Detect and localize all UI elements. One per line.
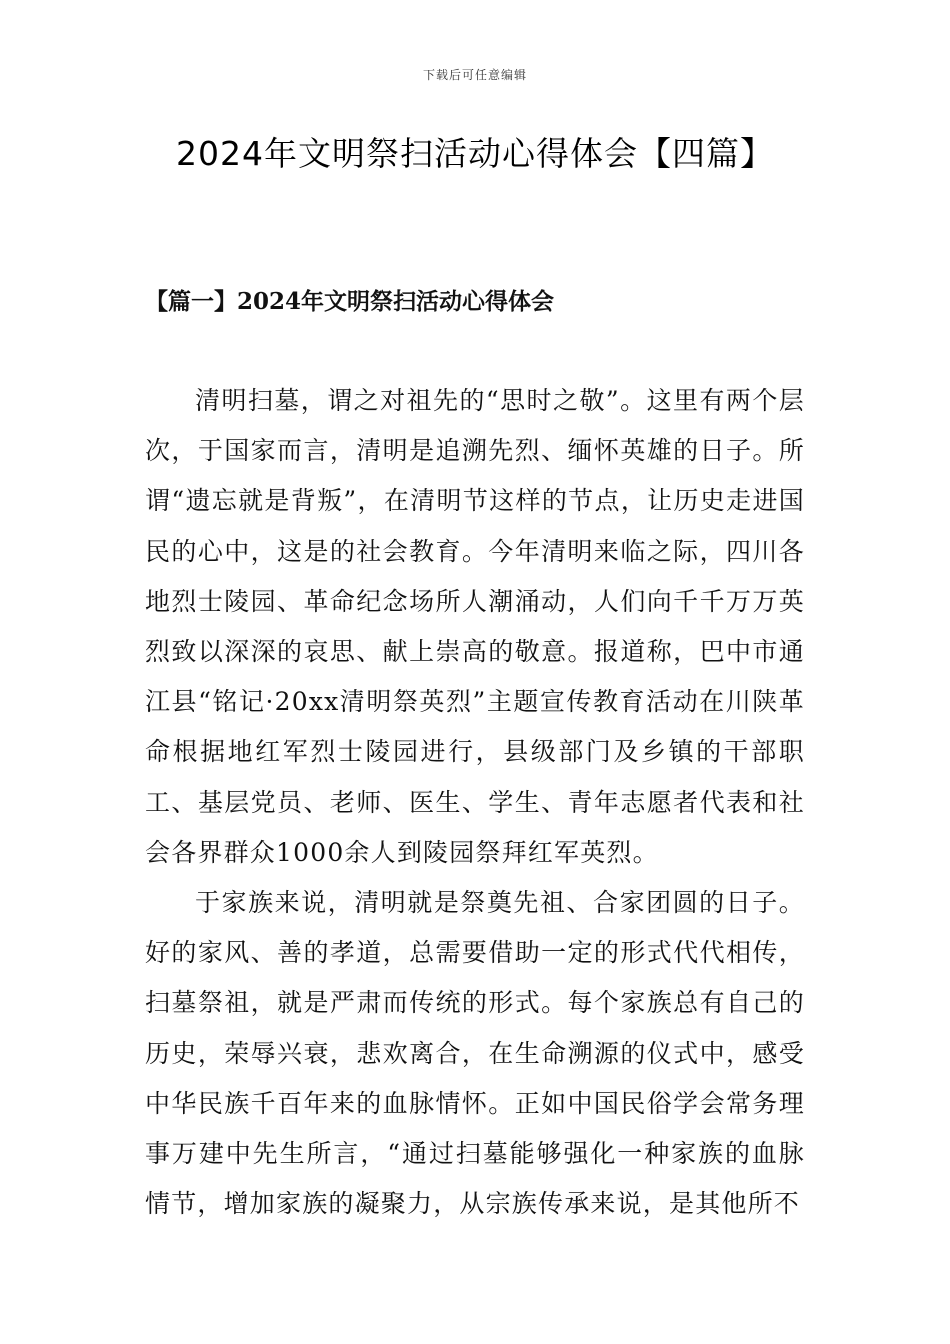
section-heading: 【篇一】2024年文明祭扫活动心得体会 [145,288,555,315]
body-text [145,376,805,1229]
header-note: 下载后可任意编辑 [422,68,527,82]
document-title: 2024年文明祭扫活动心得体会【四篇】 [176,134,774,173]
paragraph-2: 于家族来说，清明就是祭奠先祖、合家团圆的日子。好的家风、善的孝道，总需要借助一定的形式代代相传，扫墓祭祖，就是严肃而传统的形式。每个家族总有自己的历史，荣辱兴衰，悲欢离合，在生命溯源的仪式中，感受中华民族千百年来的血脉情怀。正如中国民俗学会常务理事万建中先生所言，“通过扫墓能够强化一种家族的血脉情节，增加家族的凝聚力，从宗族传承来说，是其他所不 [145,888,805,1219]
paragraph-1: 清明扫墓，谓之对祖先的“思时之敬”。这里有两个层次，于国家而言，清明是追溯先烈、缅怀英雄的日子。所谓“遗忘就是背叛”，在清明节这样的节点，让历史走进国民的心中，这是的社会教育。今年清明来临之际，四川各地烈士陵园、革命纪念场所人潮涌动，人们向千千万万英烈致以深深的哀思、献上崇高的敬意。报道称，巴中市通江县“铭记·20xx清明祭英烈”主题宣传教育活动在川陕革命根据地红军烈士陵园进行，县级部门及乡镇的干部职工、基层党员、老师、医生、学生、青年志愿者代表和社会各界群众1000余人到陵园祭拜红军英烈。 [145,386,805,867]
